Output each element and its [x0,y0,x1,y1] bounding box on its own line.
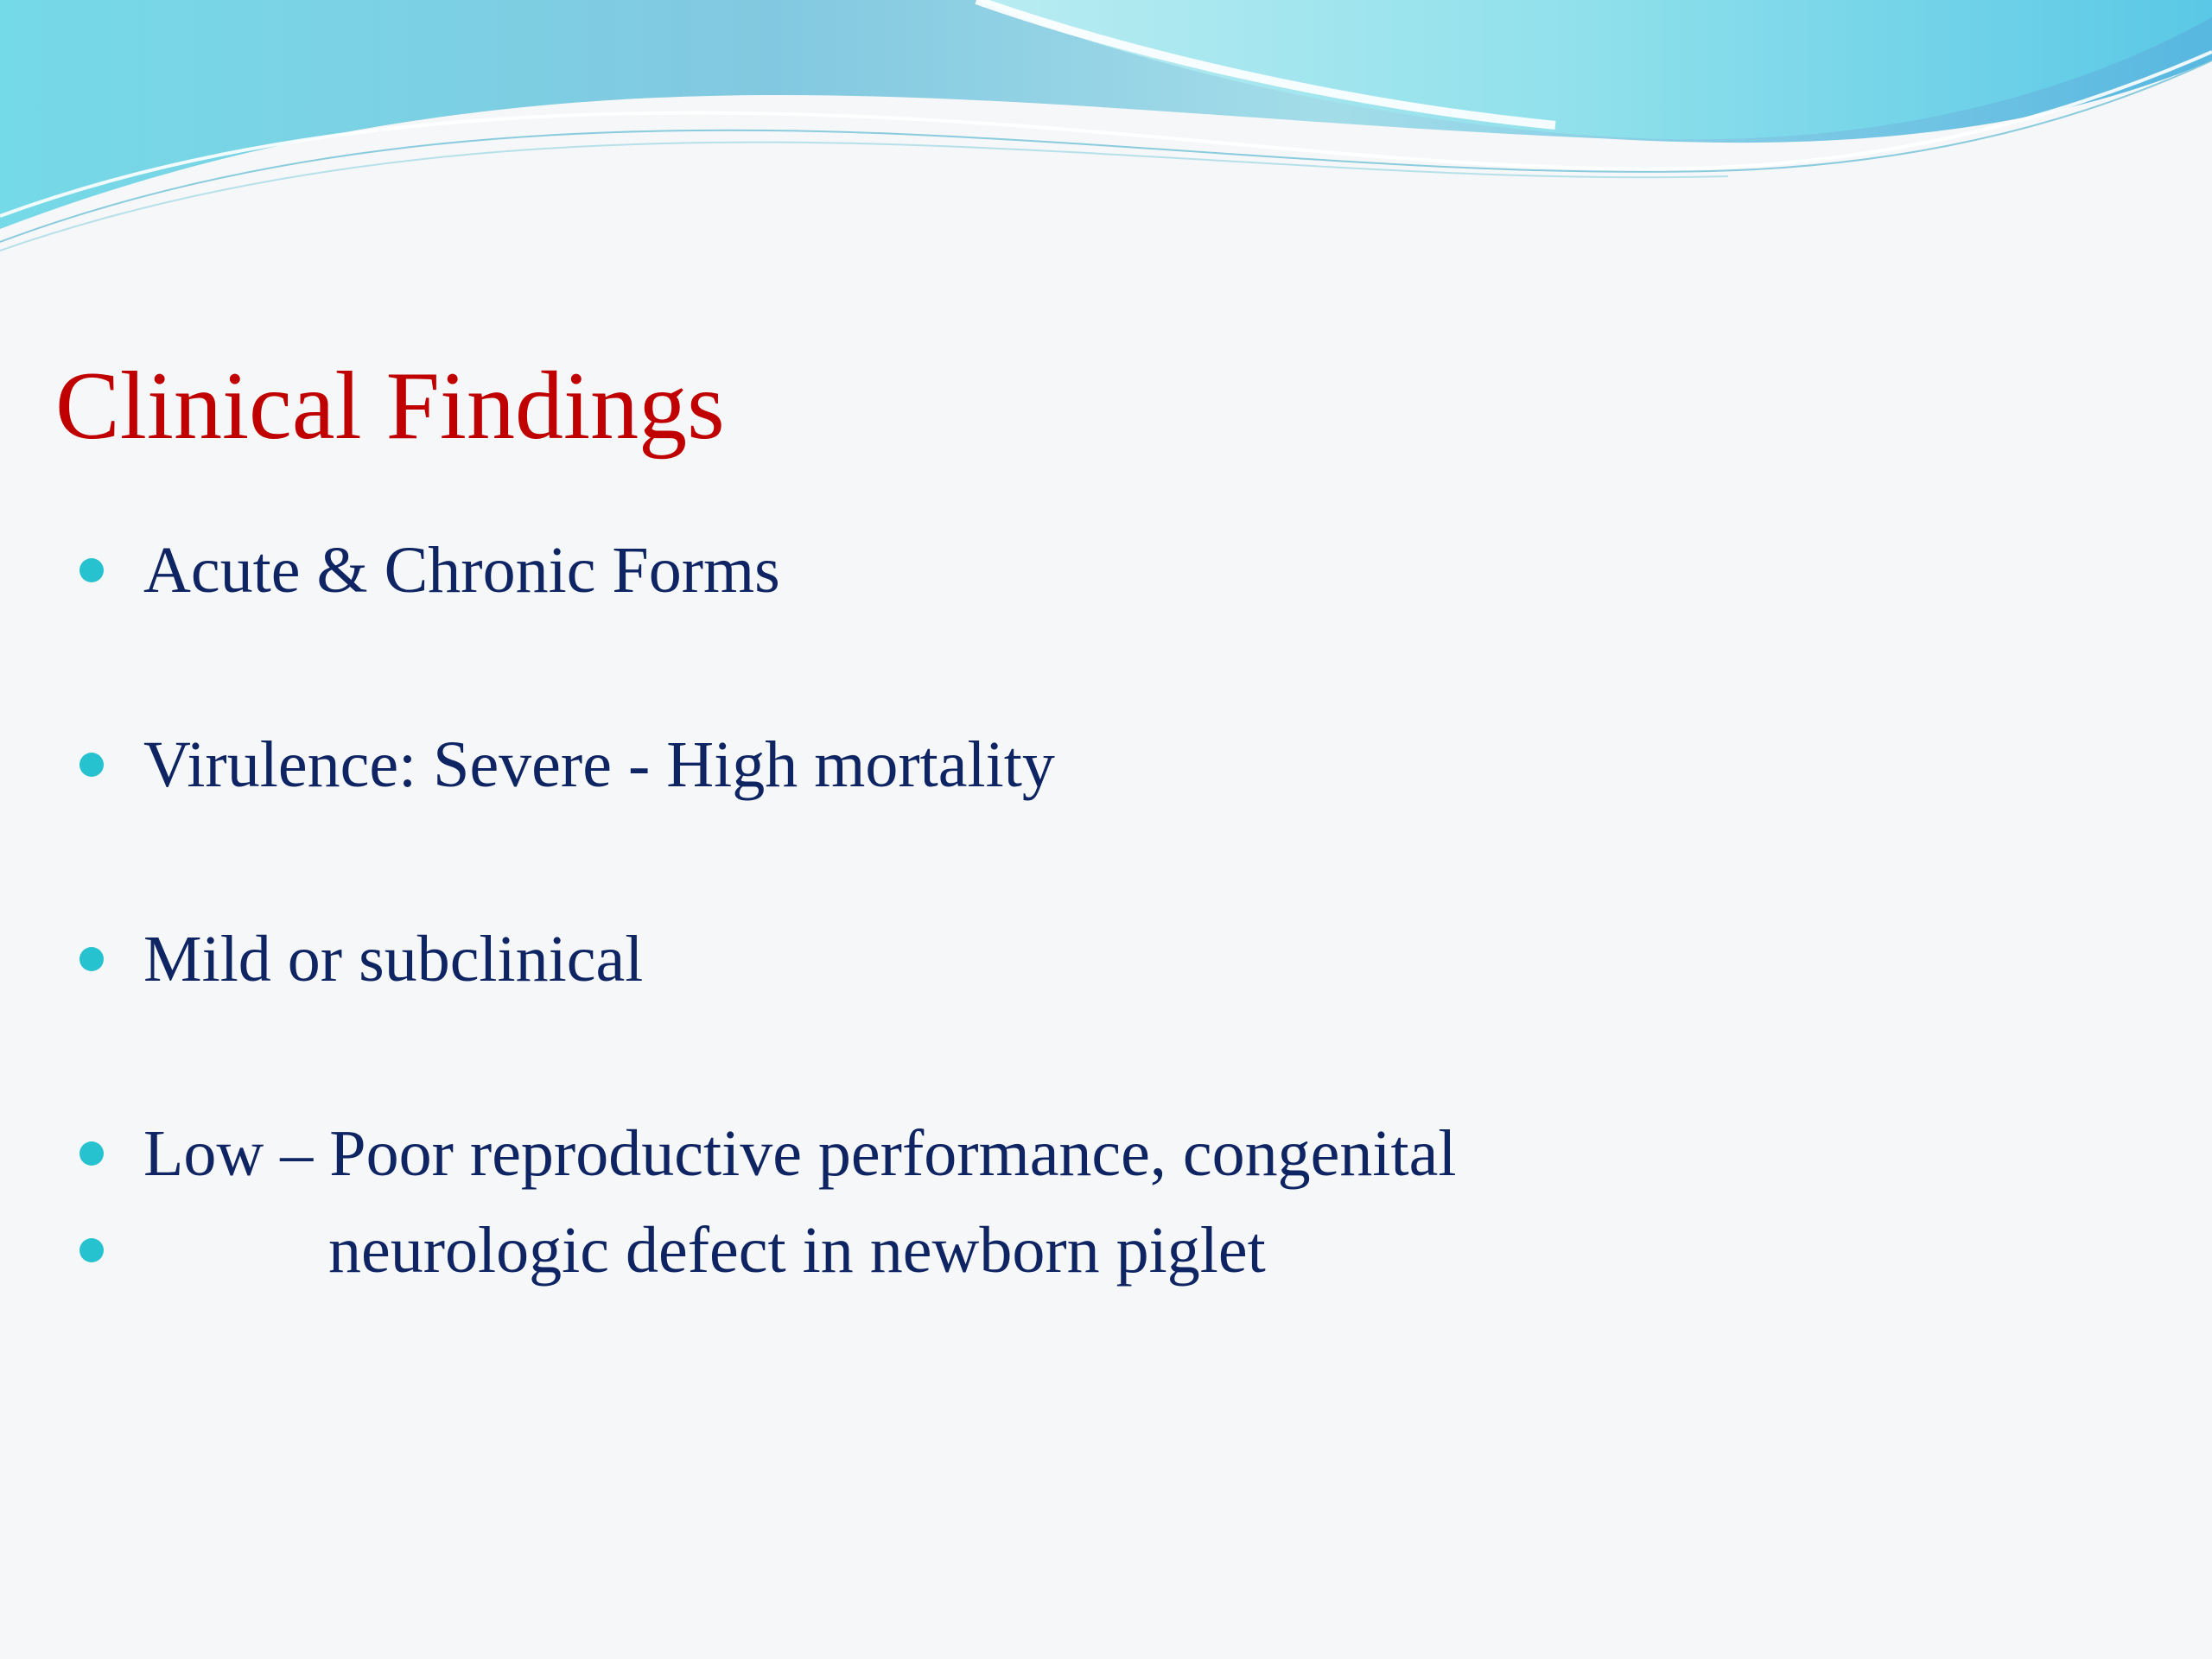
list-item [79,1207,1808,1294]
bullet-text: neurologic defect in newborn piglet [328,1214,1266,1287]
bullet-text: Acute & Chronic Forms [143,534,780,607]
list-item [79,721,1808,808]
list-item [79,1110,1808,1197]
slide-title: Clinical Findings [55,353,725,460]
list-item [79,527,1808,613]
bullet-dot-icon [79,947,104,971]
bullet-text: Mild or subclinical [143,923,644,995]
bullet-dot-icon [79,753,104,777]
bullet-text: Low – Poor reproductive performance, congenital [143,1117,1457,1190]
header-wave-decoration [0,0,2212,259]
bullet-dot-icon [79,1238,104,1262]
bullet-dot-icon [79,558,104,582]
list-item [79,916,1808,1002]
bullet-dot-icon [79,1141,104,1166]
bullet-text: Virulence: Severe - High mortality [143,728,1055,801]
